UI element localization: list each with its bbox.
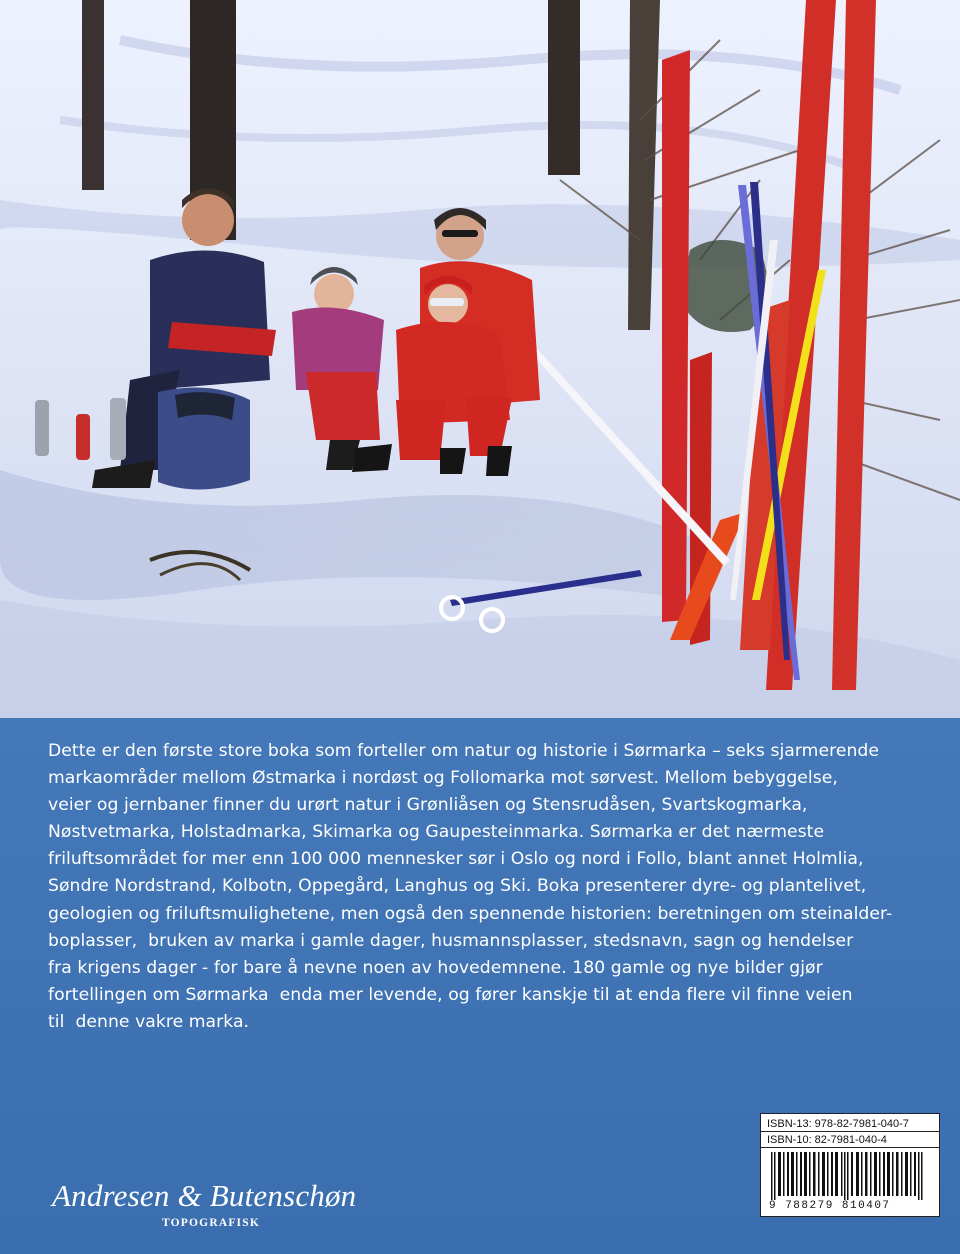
blurb-line: til denne vakre marka. bbox=[48, 1011, 250, 1032]
blurb-line: Dette er den første store boka som forteller om natur og historie i Sørmarka – seks sjarmerende bbox=[48, 741, 879, 761]
blurb-line: boplasser, bruken av marka i gamle dager, husmannsplasser, stedsnavn, sagn og hendelser bbox=[48, 930, 854, 951]
blurb-line: markaområder mellom Østmarka i nordøst og Follomarka mot sørvest. Mellom bebyggelse, bbox=[48, 768, 838, 789]
divider bbox=[761, 1131, 939, 1132]
isbn-barcode bbox=[760, 1113, 940, 1217]
blurb-line: friluftsområdet for mer enn 100 000 mennesker sør i Oslo og nord i Follo, blant annet Holmlia, bbox=[48, 849, 864, 870]
publisher-name: Andresen & Butenschøn bbox=[52, 1178, 357, 1213]
barcode-number: 9 788279 810407 bbox=[769, 1200, 891, 1212]
blurb-line: fortellingen om Sørmarka enda mer levende, og fører kanskje til at enda flere vil finne veien bbox=[48, 984, 853, 1005]
barcode-icon bbox=[771, 1152, 929, 1200]
divider bbox=[761, 1147, 939, 1148]
blurb-line: Søndre Nordstrand, Kolbotn, Oppegård, Langhus og Ski. Boka presenterer dyre- og plantelivet, bbox=[48, 876, 867, 897]
blurb-line: fra krigens dager - for bare å nevne noen av hovedemnene. 180 gamle og nye bilder gjør bbox=[48, 957, 823, 978]
blurb-line: geologien og friluftsmulighetene, men også den spennende historien: beretningen om steinalder- bbox=[48, 903, 893, 924]
isbn-10: ISBN-10: 82-7981-040-4 bbox=[767, 1134, 887, 1146]
blurb-line: Nøstvetmarka, Holstadmarka, Skimarka og Gaupesteinmarka. Sørmarka er det nærmeste bbox=[48, 822, 825, 843]
publisher-imprint: TOPOGRAFISK bbox=[162, 1217, 260, 1229]
isbn-13: ISBN-13: 978-82-7981-040-7 bbox=[767, 1118, 909, 1130]
blurb-line: veier og jernbaner finner du urørt natur i Grønliåsen og Stensrudåsen, Svartskogmarka, bbox=[48, 795, 808, 816]
book-description bbox=[48, 738, 928, 1036]
